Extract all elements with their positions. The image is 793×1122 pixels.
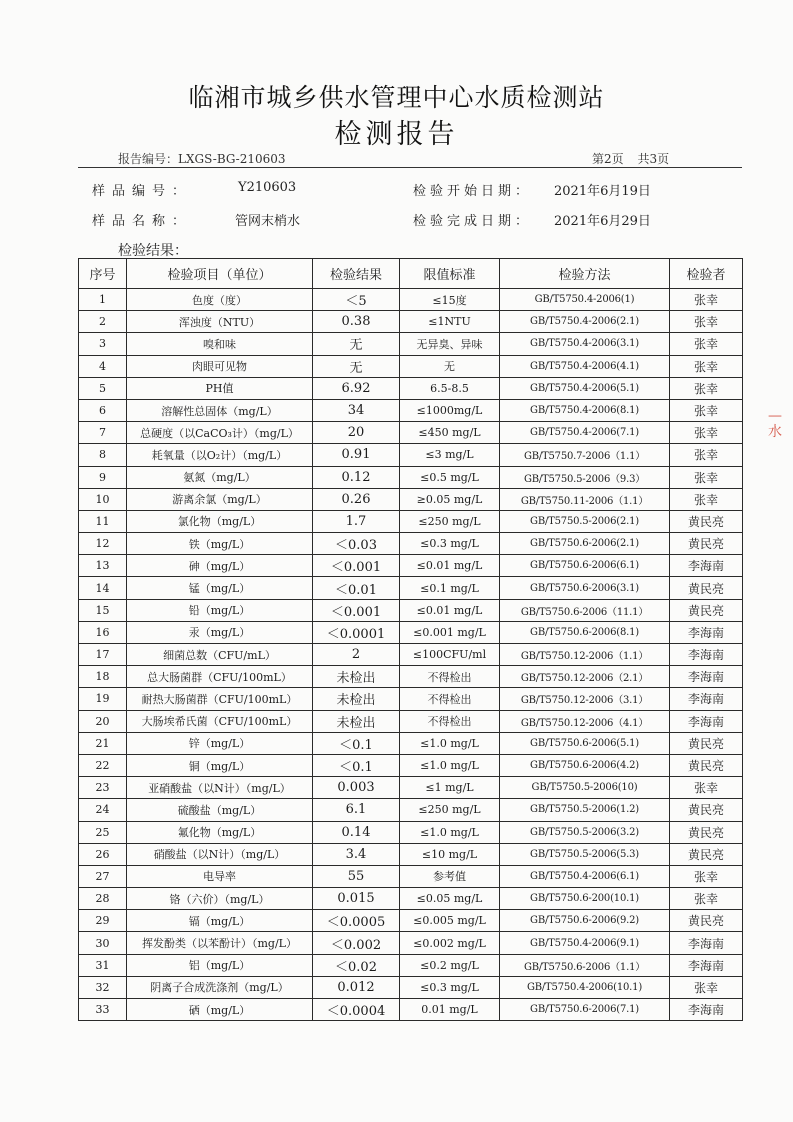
cell-limit: ≤450 mg/L <box>400 422 500 444</box>
cell-inspector: 张幸 <box>670 777 743 799</box>
cell-method: GB/T5750.5-2006(10) <box>500 777 670 799</box>
cell-result: 0.26 <box>313 488 400 510</box>
table-row <box>79 422 743 444</box>
cell-no: 6 <box>79 399 127 421</box>
cell-limit: ≤1NTU <box>400 311 500 333</box>
cell-no: 13 <box>79 555 127 577</box>
cell-method: GB/T5750.4-2006(7.1) <box>500 422 670 444</box>
cell-result: 0.14 <box>313 821 400 843</box>
cell-limit: ≤10 mg/L <box>400 843 500 865</box>
cell-method: GB/T5750.4-2006(10.1) <box>500 976 670 998</box>
cell-method: GB/T5750.4-2006(1) <box>500 289 670 311</box>
cell-no: 27 <box>79 865 127 887</box>
col-header-inspector: 检验者 <box>670 259 743 289</box>
table-row <box>79 999 743 1021</box>
cell-inspector: 张幸 <box>670 311 743 333</box>
cell-no: 21 <box>79 732 127 754</box>
cell-item: 锌（mg/L） <box>127 732 313 754</box>
table-body <box>79 289 743 1021</box>
cell-result: ＜0.02 <box>313 954 400 976</box>
cell-inspector: 张幸 <box>670 355 743 377</box>
sample-name-value: 管网末梢水 <box>235 214 301 229</box>
cell-inspector: 张幸 <box>670 444 743 466</box>
cell-item: 砷（mg/L） <box>127 555 313 577</box>
cell-no: 26 <box>79 843 127 865</box>
cell-result: 0.91 <box>313 444 400 466</box>
cell-inspector: 李海南 <box>670 954 743 976</box>
cell-inspector: 张幸 <box>670 466 743 488</box>
cell-item: 汞（mg/L） <box>127 621 313 643</box>
cell-inspector: 李海南 <box>670 666 743 688</box>
table-row <box>79 888 743 910</box>
table-row <box>79 488 743 510</box>
section-title: 检验结果： <box>118 243 188 259</box>
cell-inspector: 张幸 <box>670 399 743 421</box>
cell-result: ＜0.03 <box>313 533 400 555</box>
cell-limit: 6.5-8.5 <box>400 377 500 399</box>
cell-limit: ≤0.005 mg/L <box>400 910 500 932</box>
cell-method: GB/T5750.6-2006(6.1) <box>500 555 670 577</box>
col-header-result: 检验结果 <box>313 259 400 289</box>
col-header-limit: 限值标准 <box>400 259 500 289</box>
cell-inspector: 张幸 <box>670 422 743 444</box>
cell-limit: 无 <box>400 355 500 377</box>
end-date-label: 检验完成日期： <box>413 214 533 229</box>
table-row <box>79 910 743 932</box>
cell-method: GB/T5750.4-2006(6.1) <box>500 865 670 887</box>
cell-method: GB/T5750.6-2006(9.2) <box>500 910 670 932</box>
cell-limit: ≤250 mg/L <box>400 510 500 532</box>
cell-result: ＜0.01 <box>313 577 400 599</box>
cell-item: 浑浊度（NTU） <box>127 311 313 333</box>
cell-limit: ≤0.2 mg/L <box>400 954 500 976</box>
cell-no: 25 <box>79 821 127 843</box>
end-date-value: 2021年6月29日 <box>554 214 651 229</box>
cell-item: 铬（六价）（mg/L） <box>127 888 313 910</box>
cell-limit: ≤0.002 mg/L <box>400 932 500 954</box>
cell-limit: 不得检出 <box>400 688 500 710</box>
cell-result: 未检出 <box>313 666 400 688</box>
cell-result: ＜0.001 <box>313 555 400 577</box>
cell-method: GB/T5750.4-2006(2.1) <box>500 311 670 333</box>
sample-no-label: 样品编号： <box>92 184 193 199</box>
org-title: 临湘市城乡供水管理中心水质检测站 <box>188 83 605 112</box>
cell-no: 4 <box>79 355 127 377</box>
cell-method: GB/T5750.6-2006(7.1) <box>500 999 670 1021</box>
table-row <box>79 710 743 732</box>
cell-no: 23 <box>79 777 127 799</box>
cell-result: 0.003 <box>313 777 400 799</box>
cell-method: GB/T5750.5-2006(3.2) <box>500 821 670 843</box>
cell-no: 29 <box>79 910 127 932</box>
cell-item: 铝（mg/L） <box>127 954 313 976</box>
cell-item: 镉（mg/L） <box>127 910 313 932</box>
table-row <box>79 644 743 666</box>
table-row <box>79 577 743 599</box>
cell-limit: 无异臭、异味 <box>400 333 500 355</box>
table-row <box>79 754 743 776</box>
cell-limit: ≥0.05 mg/L <box>400 488 500 510</box>
cell-result: ＜0.002 <box>313 932 400 954</box>
cell-inspector: 黄民亮 <box>670 754 743 776</box>
cell-inspector: 黄民亮 <box>670 910 743 932</box>
cell-inspector: 黄民亮 <box>670 821 743 843</box>
results-table <box>78 258 743 1021</box>
cell-item: PH值 <box>127 377 313 399</box>
cell-limit: ≤0.01 mg/L <box>400 555 500 577</box>
col-header-method: 检验方法 <box>500 259 670 289</box>
cell-item: 细菌总数（CFU/mL） <box>127 644 313 666</box>
sample-name-label: 样品名称： <box>92 214 193 229</box>
report-number: 报告编号：LXGS-BG-210603 <box>118 152 286 166</box>
table-row <box>79 865 743 887</box>
cell-no: 12 <box>79 533 127 555</box>
sample-no-value: Y210603 <box>238 180 297 195</box>
cell-method: GB/T5750.6-2006(4.2) <box>500 754 670 776</box>
cell-limit: ≤0.05 mg/L <box>400 888 500 910</box>
cell-result: 3.4 <box>313 843 400 865</box>
cell-result: 未检出 <box>313 710 400 732</box>
cell-result: 6.1 <box>313 799 400 821</box>
document-title: 检测报告 <box>334 119 459 150</box>
cell-limit: ≤1.0 mg/L <box>400 821 500 843</box>
cell-inspector: 张幸 <box>670 289 743 311</box>
table-row <box>79 599 743 621</box>
cell-item: 氟化物（mg/L） <box>127 821 313 843</box>
cell-no: 8 <box>79 444 127 466</box>
table-row <box>79 311 743 333</box>
cell-item: 氯化物（mg/L） <box>127 510 313 532</box>
cell-no: 28 <box>79 888 127 910</box>
cell-inspector: 黄民亮 <box>670 577 743 599</box>
cell-method: GB/T5750.5-2006(2.1) <box>500 510 670 532</box>
cell-method: GB/T5750.6-2006(3.1) <box>500 577 670 599</box>
cell-inspector: 张幸 <box>670 488 743 510</box>
cell-result: 1.7 <box>313 510 400 532</box>
col-header-item: 检验项目（单位） <box>127 259 313 289</box>
cell-result: 55 <box>313 865 400 887</box>
cell-inspector: 李海南 <box>670 688 743 710</box>
table-row <box>79 843 743 865</box>
cell-limit: ≤0.1 mg/L <box>400 577 500 599</box>
cell-inspector: 黄民亮 <box>670 510 743 532</box>
cell-no: 9 <box>79 466 127 488</box>
cell-no: 14 <box>79 577 127 599</box>
cell-no: 31 <box>79 954 127 976</box>
cell-no: 15 <box>79 599 127 621</box>
cell-item: 铜（mg/L） <box>127 754 313 776</box>
cell-result: ＜0.0005 <box>313 910 400 932</box>
cell-method: GB/T5750.12-2006（1.1） <box>500 644 670 666</box>
cell-item: 亚硝酸盐（以N计）（mg/L） <box>127 777 313 799</box>
cell-result: 34 <box>313 399 400 421</box>
cell-limit: ≤0.3 mg/L <box>400 976 500 998</box>
cell-result: ＜0.001 <box>313 599 400 621</box>
cell-no: 30 <box>79 932 127 954</box>
cell-method: GB/T5750.5-2006（9.3） <box>500 466 670 488</box>
col-header-no: 序号 <box>79 259 127 289</box>
cell-method: GB/T5750.11-2006（1.1） <box>500 488 670 510</box>
cell-result: 未检出 <box>313 688 400 710</box>
table-row <box>79 932 743 954</box>
cell-limit: ≤100CFU/ml <box>400 644 500 666</box>
cell-limit: ≤0.001 mg/L <box>400 621 500 643</box>
cell-result: 0.015 <box>313 888 400 910</box>
cell-no: 32 <box>79 976 127 998</box>
cell-limit: ≤0.3 mg/L <box>400 533 500 555</box>
cell-item: 耐热大肠菌群（CFU/100mL） <box>127 688 313 710</box>
cell-item: 总硬度（以CaCO₃计）（mg/L） <box>127 422 313 444</box>
cell-inspector: 黄民亮 <box>670 533 743 555</box>
cell-result: 0.012 <box>313 976 400 998</box>
table-row <box>79 799 743 821</box>
cell-result: 0.12 <box>313 466 400 488</box>
cell-no: 11 <box>79 510 127 532</box>
cell-inspector: 张幸 <box>670 888 743 910</box>
cell-limit: ≤1.0 mg/L <box>400 754 500 776</box>
cell-inspector: 李海南 <box>670 710 743 732</box>
cell-item: 氨氮（mg/L） <box>127 466 313 488</box>
cell-inspector: 李海南 <box>670 621 743 643</box>
cell-method: GB/T5750.7-2006（1.1） <box>500 444 670 466</box>
cell-no: 33 <box>79 999 127 1021</box>
cell-method: GB/T5750.6-2006(5.1) <box>500 732 670 754</box>
page-info: 第2页 共3页 <box>592 152 670 166</box>
cell-limit: ≤1000mg/L <box>400 399 500 421</box>
cell-inspector: 李海南 <box>670 555 743 577</box>
cell-item: 锰（mg/L） <box>127 577 313 599</box>
cell-result: 无 <box>313 333 400 355</box>
cell-result: 0.38 <box>313 311 400 333</box>
cell-item: 硝酸盐（以N计）（mg/L） <box>127 843 313 865</box>
cell-inspector: 张幸 <box>670 333 743 355</box>
cell-inspector: 黄民亮 <box>670 732 743 754</box>
table-row <box>79 821 743 843</box>
cell-method: GB/T5750.6-2006(2.1) <box>500 533 670 555</box>
cell-item: 硒（mg/L） <box>127 999 313 1021</box>
cell-method: GB/T5750.5-2006(1.2) <box>500 799 670 821</box>
cell-result: ＜0.0001 <box>313 621 400 643</box>
cell-item: 溶解性总固体（mg/L） <box>127 399 313 421</box>
cell-limit: ≤0.01 mg/L <box>400 599 500 621</box>
cell-result: ＜0.1 <box>313 732 400 754</box>
cell-method: GB/T5750.4-2006(8.1) <box>500 399 670 421</box>
start-date-label: 检验开始日期： <box>413 184 533 199</box>
cell-result: ＜5 <box>313 289 400 311</box>
table-row <box>79 688 743 710</box>
cell-method: GB/T5750.6-2006（11.1） <box>500 599 670 621</box>
cell-no: 22 <box>79 754 127 776</box>
table-row <box>79 510 743 532</box>
cell-item: 色度（度） <box>127 289 313 311</box>
cell-no: 18 <box>79 666 127 688</box>
cell-method: GB/T5750.12-2006（3.1） <box>500 688 670 710</box>
cell-inspector: 张幸 <box>670 976 743 998</box>
cell-limit: 参考值 <box>400 865 500 887</box>
cell-limit: 不得检出 <box>400 710 500 732</box>
table-row <box>79 444 743 466</box>
cell-limit: ≤250 mg/L <box>400 799 500 821</box>
cell-item: 总大肠菌群（CFU/100mL） <box>127 666 313 688</box>
cell-method: GB/T5750.4-2006(4.1) <box>500 355 670 377</box>
cell-no: 20 <box>79 710 127 732</box>
cell-method: GB/T5750.6-2006(8.1) <box>500 621 670 643</box>
cell-item: 铅（mg/L） <box>127 599 313 621</box>
cell-inspector: 黄民亮 <box>670 599 743 621</box>
table-row <box>79 621 743 643</box>
cell-result: 无 <box>313 355 400 377</box>
cell-result: ＜0.0004 <box>313 999 400 1021</box>
cell-method: GB/T5750.12-2006（2.1） <box>500 666 670 688</box>
cell-no: 5 <box>79 377 127 399</box>
cell-inspector: 张幸 <box>670 865 743 887</box>
table-row <box>79 333 743 355</box>
table-row <box>79 777 743 799</box>
cell-inspector: 李海南 <box>670 999 743 1021</box>
cell-no: 16 <box>79 621 127 643</box>
cell-inspector: 黄民亮 <box>670 799 743 821</box>
cell-item: 电导率 <box>127 865 313 887</box>
cell-item: 嗅和味 <box>127 333 313 355</box>
cell-item: 游离余氯（mg/L） <box>127 488 313 510</box>
cell-inspector: 张幸 <box>670 377 743 399</box>
start-date-value: 2021年6月19日 <box>554 184 651 199</box>
cell-no: 24 <box>79 799 127 821</box>
cell-item: 大肠埃希氏菌（CFU/100mL） <box>127 710 313 732</box>
cell-method: GB/T5750.4-2006(5.1) <box>500 377 670 399</box>
cell-method: GB/T5750.6-200(10.1) <box>500 888 670 910</box>
cell-limit: 0.01 mg/L <box>400 999 500 1021</box>
table-row <box>79 666 743 688</box>
cell-method: GB/T5750.5-2006(5.3) <box>500 843 670 865</box>
table-header-row <box>79 259 743 289</box>
cell-limit: ≤0.5 mg/L <box>400 466 500 488</box>
cell-limit: 不得检出 <box>400 666 500 688</box>
table-row <box>79 732 743 754</box>
cell-method: GB/T5750.6-2006（1.1） <box>500 954 670 976</box>
cell-limit: ≤3 mg/L <box>400 444 500 466</box>
cell-no: 19 <box>79 688 127 710</box>
cell-no: 7 <box>79 422 127 444</box>
cell-inspector: 黄民亮 <box>670 843 743 865</box>
table-row <box>79 289 743 311</box>
table-row <box>79 555 743 577</box>
table-row <box>79 399 743 421</box>
cell-no: 10 <box>79 488 127 510</box>
cell-result: ＜0.1 <box>313 754 400 776</box>
cell-result: 2 <box>313 644 400 666</box>
table-row <box>79 377 743 399</box>
cell-limit: ≤15度 <box>400 289 500 311</box>
cell-inspector: 李海南 <box>670 932 743 954</box>
cell-no: 2 <box>79 311 127 333</box>
cell-item: 阴离子合成洗涤剂（mg/L） <box>127 976 313 998</box>
cell-item: 硫酸盐（mg/L） <box>127 799 313 821</box>
cell-no: 3 <box>79 333 127 355</box>
cell-method: GB/T5750.4-2006(9.1) <box>500 932 670 954</box>
cell-limit: ≤1 mg/L <box>400 777 500 799</box>
cell-item: 肉眼可见物 <box>127 355 313 377</box>
cell-result: 20 <box>313 422 400 444</box>
cell-method: GB/T5750.4-2006(3.1) <box>500 333 670 355</box>
cell-no: 1 <box>79 289 127 311</box>
cell-item: 挥发酚类（以苯酚计）（mg/L） <box>127 932 313 954</box>
cell-result: 6.92 <box>313 377 400 399</box>
header-divider <box>78 167 742 168</box>
cell-method: GB/T5750.12-2006（4.1） <box>500 710 670 732</box>
cell-inspector: 李海南 <box>670 644 743 666</box>
table-row <box>79 976 743 998</box>
table-row <box>79 355 743 377</box>
cell-item: 铁（mg/L） <box>127 533 313 555</box>
table-row <box>79 466 743 488</box>
cell-no: 17 <box>79 644 127 666</box>
edge-stamp-mark: — 水 <box>768 408 782 440</box>
cell-limit: ≤1.0 mg/L <box>400 732 500 754</box>
table-row <box>79 533 743 555</box>
cell-item: 耗氧量（以O₂计）（mg/L） <box>127 444 313 466</box>
table-row <box>79 954 743 976</box>
